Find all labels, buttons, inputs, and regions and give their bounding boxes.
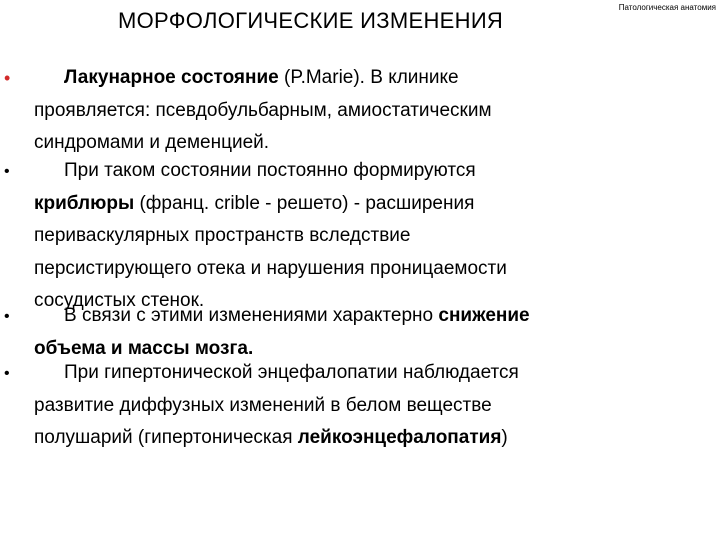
text-span: сосудистых стенок. xyxy=(34,290,205,312)
bold-term: лейкоэнцефалопатия xyxy=(297,427,502,449)
bullet-text xyxy=(34,62,694,160)
text-line xyxy=(34,155,694,188)
text-line xyxy=(34,422,694,455)
text-line xyxy=(34,188,694,221)
bold-term: снижение xyxy=(438,305,530,326)
text-line xyxy=(34,220,694,253)
text-line xyxy=(34,357,694,390)
text-span: полушарий (гипертоническая xyxy=(34,427,298,449)
bullet-marker: • xyxy=(4,365,10,382)
bullet-text xyxy=(34,300,694,365)
bullet-marker: • xyxy=(4,68,11,88)
bullet-text xyxy=(34,357,694,455)
text-line xyxy=(34,95,694,128)
text-span: персистирующего отека и нарушения проницаемости xyxy=(34,257,507,279)
corner-label: Патологическая анатомия xyxy=(618,3,716,12)
text-span: (франц. crible - решето) - расширения xyxy=(134,192,475,214)
text-span: (P.Marie). В клинике xyxy=(278,67,459,88)
bullet-marker: • xyxy=(4,308,10,325)
text-span: В связи с этими изменениями характерно xyxy=(64,305,439,326)
text-span: синдромами и деменцией. xyxy=(34,132,270,154)
text-span: развитие диффузных изменений в белом веществе xyxy=(34,394,492,416)
bold-term: Лакунарное состояние xyxy=(64,67,279,88)
bullet-text xyxy=(34,155,694,318)
text-span: При таком состоянии постоянно формируются xyxy=(64,160,476,181)
bold-term: криблюры xyxy=(34,192,135,214)
text-line xyxy=(34,253,694,286)
bullet-marker: • xyxy=(4,163,10,180)
text-span: При гипертонической энцефалопатии наблюдается xyxy=(64,362,519,383)
text-line xyxy=(34,62,694,95)
text-line xyxy=(34,300,694,333)
text-span: ) xyxy=(501,427,508,449)
page-title: МОРФОЛОГИЧЕСКИЕ ИЗМЕНЕНИЯ xyxy=(118,8,504,33)
text-span: проявляется: псевдобульбарным, амиостатическим xyxy=(34,99,492,121)
bold-term: объема и массы мозга. xyxy=(34,337,254,359)
text-line xyxy=(34,390,694,423)
text-span: периваскулярных пространств вследствие xyxy=(34,225,411,247)
